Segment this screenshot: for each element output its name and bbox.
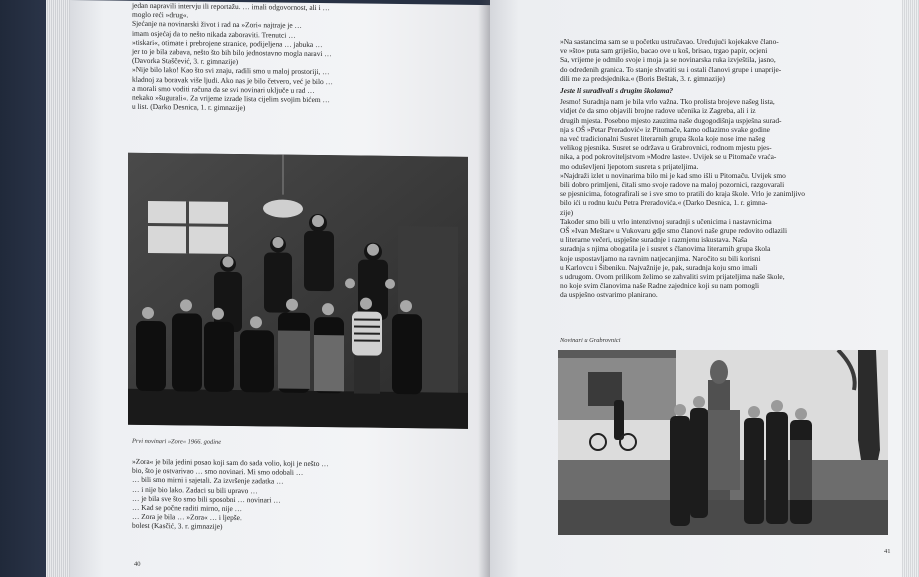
right-quote-text-line: Sa, vrijeme je odmilo svoje i moja ja se novinarska ruka izvještila, jasno, xyxy=(560,55,776,65)
left-top-text-line: jedan napravili intervju ili reportažu. … imali odgovornost, ali i … xyxy=(132,0,330,13)
left-top-text-line: Sjećanje na novinarski život i rad na »Zori« najtraje je … xyxy=(132,19,302,31)
left-page-number: 40 xyxy=(134,560,141,568)
left-top-text xyxy=(132,1,477,116)
right-body-text-line: OŠ »Ivan Meštar« u Vukovaru gdje smo članovi naše grupe redovito odlazili xyxy=(560,226,788,236)
right-page-number: 41 xyxy=(884,548,891,555)
left-bottom-text-line: … je bila sve što smo bili sposobni … novinari … xyxy=(132,493,281,505)
left-top-text-line: a morali smo voditi računa da se svi novinari uključe u rad … xyxy=(132,83,315,95)
right-quote-text-line: ve »što« puta sam griješio, bacao ove u koš, brisao, trgao papir, ocjeni xyxy=(560,46,768,56)
class-group-photo xyxy=(128,153,468,429)
right-body-text-line: Također smo bili u vrlo intenzivnoj suradnji s učenicima i nastavnicima xyxy=(560,216,772,226)
left-bottom-text-line: bolest (Kasčić, 3. r. gimnazije) xyxy=(132,521,223,532)
right-body-text-line: s udrugom. Ovom prilikom želimo se zahvaliti svim prijateljima naše škole, xyxy=(560,272,785,282)
open-book xyxy=(46,0,919,577)
class-group-photo-image xyxy=(128,153,468,429)
right-body-text-line: nja s OŠ »Petar Preradović« iz Pitomače, kamo odlazimo svake godine xyxy=(560,124,770,134)
right-body-text-line: nika, a pod pokroviteljstvom »Modre laste«. Uvijek se u Pitomače vraća- xyxy=(560,152,777,162)
left-bottom-text-line: … Zora je bila … »Zora« … i ljepše. xyxy=(132,511,242,523)
section-question: Jeste li surađivali s drugim školama? xyxy=(560,86,674,96)
right-body-text-line: drugih mjesta. Posebno mjesto zauzima naše dugogodišnja uspješna surad- xyxy=(560,115,782,125)
right-photo-caption: Novinari u Grabrovnici xyxy=(560,337,621,344)
right-body-text-line: u literarne večeri, uspješne suradnje i razmjenu iskustava. Naša xyxy=(560,235,748,245)
right-quote-text-line: do određenih granica. To stanje shvatiti su i ostali članovi grupe i unaprije- xyxy=(560,64,782,74)
right-body-text-line: da uspješno ostvarimo planirano. xyxy=(560,290,658,300)
left-page xyxy=(70,0,490,577)
right-body-text-line: vidjet će da smo objavili brojne radove učenika iz Zagreba, ali i iz xyxy=(560,106,756,116)
right-quote-text-line: dili me za predsjednika.« (Boris Beštak, 3. r. gimnazije) xyxy=(560,73,726,83)
grabrovnica-photo-image xyxy=(558,350,888,535)
left-top-text-line: »Nije bilo lako! Kao što svi znaju, radili smo u maloj prostoriji, … xyxy=(132,65,330,77)
page-edges-right xyxy=(902,0,919,577)
left-photo-caption: Prvi novinari »Zore« 1966. godine xyxy=(132,437,222,446)
right-body-text-line: koje uspostavljamo na ravnim natjecanjima. Naročito su bili korisni xyxy=(560,253,761,263)
right-quote-text-line: »Na sastancima sam se u početku ustručavao. Uređujući kojekakve člano- xyxy=(560,37,779,46)
right-body-text-line: no koje svim članovima naše Radne zajednice koji su nam pomogli xyxy=(560,281,760,291)
left-bottom-text-line: … bili smo mirni i sajetali. Za izvršenje zadatka … xyxy=(132,475,284,487)
left-top-text-line: nekako »šugurali«. Za vrijeme izrade lista cijelim svojim bićem … xyxy=(132,92,330,105)
right-body-text-line: se pjesnicima, fotografirali se i sve smo to pratili do kraja škole. Vrlo je zanimljivo xyxy=(560,189,805,199)
right-page xyxy=(490,0,902,577)
right-body-text-line: bilo ići u rodnu kuću Petra Preradovića.« (Darko Desnica, 1. r. gimna- xyxy=(560,198,768,208)
right-body-text-line: »Najdraži izlet u novinarima bilo mi je kad smo išli u Pitomaču. Uvijek smo xyxy=(560,170,786,180)
left-top-text-line: jer to je bila zabava, nešto što bih bilo jednostavno mogla naravi … xyxy=(132,46,332,59)
right-body-text-line: mo oduševljeni ljepotom susreta s prijateljima. xyxy=(560,161,699,171)
right-body-text-line: na već tradicionalni Susret literarnih grupa škola koje nose ime našeg xyxy=(560,134,766,144)
left-top-text-line: »tiskari«, otimate i prebrojene stranice, podijeljena … jabuka … xyxy=(132,37,323,49)
right-body-text-line: Jesmo! Suradnja nam je bila vrlo važna. Tko prolista brojeve našeg lista, xyxy=(560,97,775,107)
left-top-text-line: u list. (Darko Desnica, 1. r. gimnazije) xyxy=(132,101,246,113)
left-bottom-text-line: bio, što je ostvarivao … smo novinari. Mi smo odobali … xyxy=(132,465,304,478)
left-bottom-text-line: … i nije bio lako. Zadaci su bili upravo … xyxy=(132,484,258,495)
right-top-text xyxy=(560,37,890,300)
right-body-text-line: zije) xyxy=(560,207,574,217)
left-top-text-line: (Davorka Staščević, 3. r. gimnazije) xyxy=(132,55,239,67)
right-body-text-line: velikog pjesnika. Susret se održava u Grabrovnici, rodnom mjestu pjes- xyxy=(560,143,772,153)
right-body-text-line: suradnja s njima obogatila je i susret s članovima literarnih grupa škola xyxy=(560,244,771,254)
left-top-text-line: imam osjećaj da to nešto nikada zaboraviti. Trenutci … xyxy=(132,28,296,40)
page-edges-left xyxy=(46,0,70,577)
grabrovnica-photo xyxy=(558,350,888,535)
right-body-text-line: bili dobro primljeni, čitali smo svoje radove na maloj pozornici, razgovarali xyxy=(560,180,785,190)
left-bottom-text xyxy=(132,457,477,535)
left-top-text-line: moglo reći »drug«. xyxy=(132,9,189,20)
right-body-text-line: u Karlovcu i Šibeniku. Najvažnije je, pak, suradnja koju smo imali xyxy=(560,262,758,272)
left-top-text-line: kladnoj za boravak više ljudi. Ako nas je bilo četvero, već je bilo … xyxy=(132,74,333,86)
left-bottom-text-line: … Kad se počne raditi mirno, nije … xyxy=(132,502,243,514)
left-bottom-text-line: »Zora« je bila jedini posao koji sam do sada volio, koji je nešto … xyxy=(132,456,329,469)
